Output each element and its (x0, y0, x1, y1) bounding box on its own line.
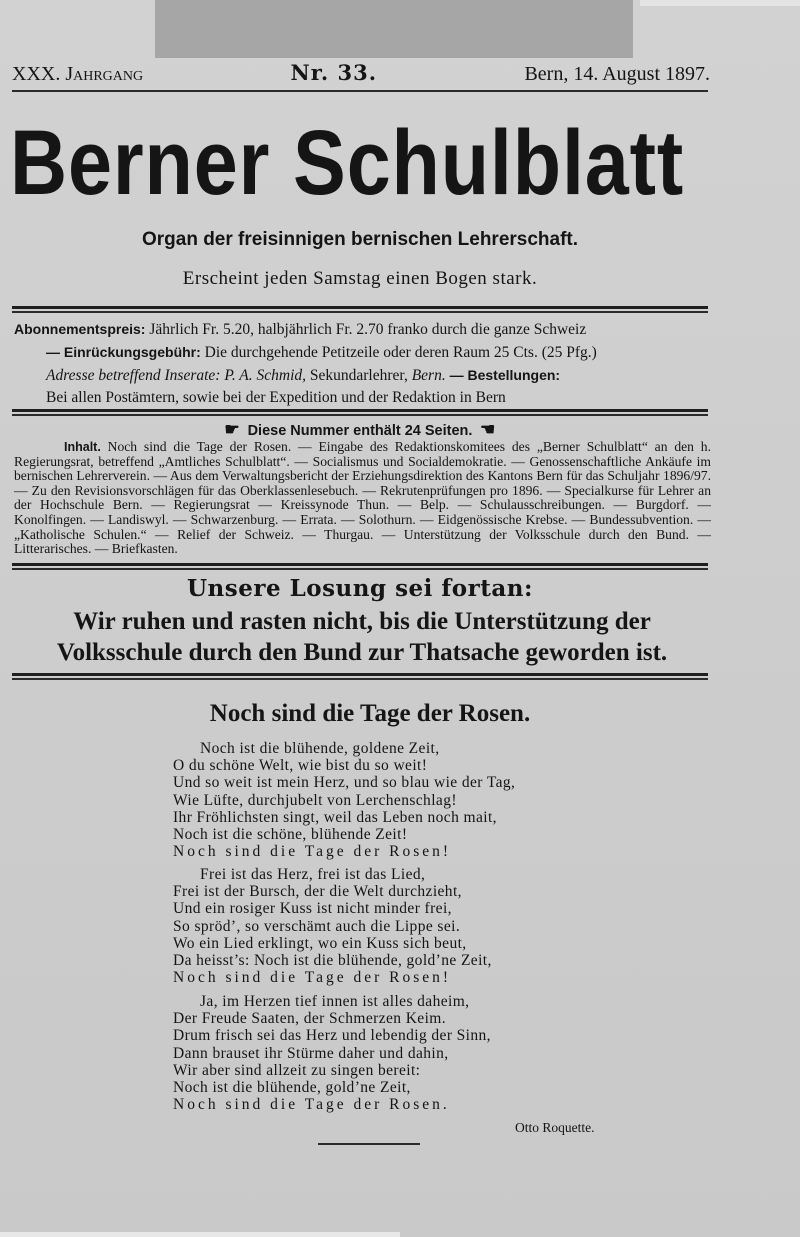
price-text: Jährlich Fr. 5.20, halbjährlich Fr. 2.70 franko durch die ganze Schweiz (145, 321, 587, 338)
poem-line: Frei ist das Herz, frei ist das Lied, (200, 866, 426, 883)
poem-refrain: Noch sind die Tage der Rosen! (173, 969, 452, 987)
poem-line: Wie Lüfte, durchjubelt von Lerchenschlag! (173, 791, 457, 809)
poem-stanza-1 (173, 740, 633, 860)
fee-label: — Einrückungsgebühr: (46, 344, 201, 360)
masthead-rule (12, 90, 708, 92)
price-label: Abonnementspreis: (14, 321, 146, 337)
poem-refrain: Noch sind die Tage der Rosen! (173, 843, 452, 861)
poem-line: Noch ist die blühende, gold’ne Zeit, (173, 1079, 411, 1097)
pointing-hand-right-icon: ☛ (224, 420, 240, 439)
poem-refrain: Noch sind die Tage der Rosen. (173, 1096, 450, 1114)
frequency-line: Erscheint jeden Samstag einen Bogen stark. (182, 268, 538, 289)
subtitle: Organ der freisinnigen bernischen Lehrerschaft. (141, 229, 579, 250)
orders-text: Bei allen Postämtern, sowie bei der Expedition und der Redaktion in Bern (46, 389, 506, 406)
motto-text (10, 606, 714, 668)
issue-number: Nr. 33. (290, 60, 378, 85)
poem-line: Dann brauset ihr Stürme daher und dahin, (173, 1044, 449, 1062)
poem-line: Noch ist die blühende, goldene Zeit, (200, 740, 440, 757)
poem-line: Wo ein Lied erklingt, wo ein Kuss sich beut, (173, 934, 467, 952)
fee-text: Die durchgehende Petitzeile oder deren Raum 25 Cts. (25 Pfg.) (200, 344, 597, 361)
poem-line: Ja, im Herzen tief innen ist alles daheim, (200, 993, 470, 1010)
poem-stanza-2 (173, 866, 633, 986)
page-edge (640, 0, 800, 6)
address-city: Bern. (411, 367, 446, 384)
newspaper-title: Berner Schulblatt (10, 112, 685, 214)
poem-stanza-3 (173, 993, 633, 1113)
contents-label: Inhalt. (64, 440, 101, 454)
page-count-notice (0, 420, 720, 440)
poem-author: Otto Roquette. (515, 1120, 595, 1135)
poem-line: Da heisst’s: Noch ist die blühende, gold’ne Zeit, (173, 952, 492, 970)
table-of-contents (14, 440, 711, 557)
motto-heading: Unsere Losung sei fortan: (186, 575, 534, 602)
contents-text: Noch sind die Tage der Rosen. — Eingabe des Redaktionskomitees des „Berner Schulblatt“ an den h. Regierungsrat, betreffend „Amtliches Schulblatt“. — Socialismus und Socialdemokratie. — Genossenschaftliche Ankäufe im bernischen Lehrerverein. — Aus dem Verwaltungsbericht der Erziehungsdirektion des Kantons Bern für das Schuljahr 1896/97. — Zu den Revisionsvorschlägen für das Oberklassenlesebuch. — Rekrutenprüfungen pro 1896. — Specialkurse für Lehrer an der Hochschule Bern. — Regierungsrat — Kreissynode Thun. — Belp. — Schulausschreibungen. — Burgdorf. — Konolfingen. — Landiswyl. — Schwarzenburg. — Errata. — Solothurn. — Eidgenössische Krebse. — Bundessubvention. — „Katholische Schulen.“ — Relief der Schweiz. — Thurgau. — Unterstützung der Volksschule durch den Bund. — Litterarisches. — Briefkasten. (14, 439, 711, 557)
subscription-info (14, 318, 714, 409)
poem-line: Der Freude Saaten, der Schmerzen Keim. (173, 1010, 447, 1028)
poem-line: Frei ist der Bursch, der die Welt durchzieht, (173, 883, 462, 901)
poem-line: O du schöne Welt, wie bist du so weit! (173, 757, 428, 775)
poem-line: Ihr Fröhlichsten singt, weil das Leben noch mait, (173, 808, 497, 826)
address-label: Adresse betreffend Inserate: (46, 367, 221, 384)
pointing-hand-left-icon: ☛ (480, 420, 496, 439)
tape-strip (155, 0, 633, 58)
page-edge-bottom (0, 1232, 400, 1237)
poem-line: So spröd’, so verschämt auch die Lippe sei. (173, 917, 461, 935)
notice-text: Diese Nummer enthält 24 Seiten. (247, 423, 473, 439)
motto-line-1: Wir ruhen und rasten nicht, bis die Unterstützung der (73, 608, 651, 635)
address-name: P. A. Schmid, (224, 367, 307, 384)
place-date: Bern, 14. August 1897. (524, 63, 710, 85)
poem-line: Noch ist die schöne, blühende Zeit! (173, 826, 408, 844)
double-rule (12, 306, 708, 313)
orders-label: — Bestellungen: (445, 367, 561, 383)
poem-line: Drum frisch sei das Herz und lebendig der Sinn, (173, 1027, 491, 1045)
double-rule (12, 409, 708, 416)
volume-label: XXX. Jahrgang (12, 63, 144, 85)
masthead (12, 60, 710, 88)
motto-line-2: Volksschule durch den Bund zur Thatsache geworden ist. (56, 639, 668, 666)
double-rule (12, 673, 708, 680)
end-rule (318, 1143, 420, 1145)
poem-line: Wir aber sind allzeit zu singen bereit: (173, 1061, 421, 1079)
poem-line: Und so weit ist mein Herz, und so blau wie der Tag, (173, 774, 516, 792)
poem-line: Und ein rosiger Kuss ist nicht minder frei, (173, 900, 452, 918)
double-rule (12, 563, 708, 570)
poem-title: Noch sind die Tage der Rosen. (209, 700, 531, 727)
address-text: Sekundarlehrer, (306, 367, 412, 384)
